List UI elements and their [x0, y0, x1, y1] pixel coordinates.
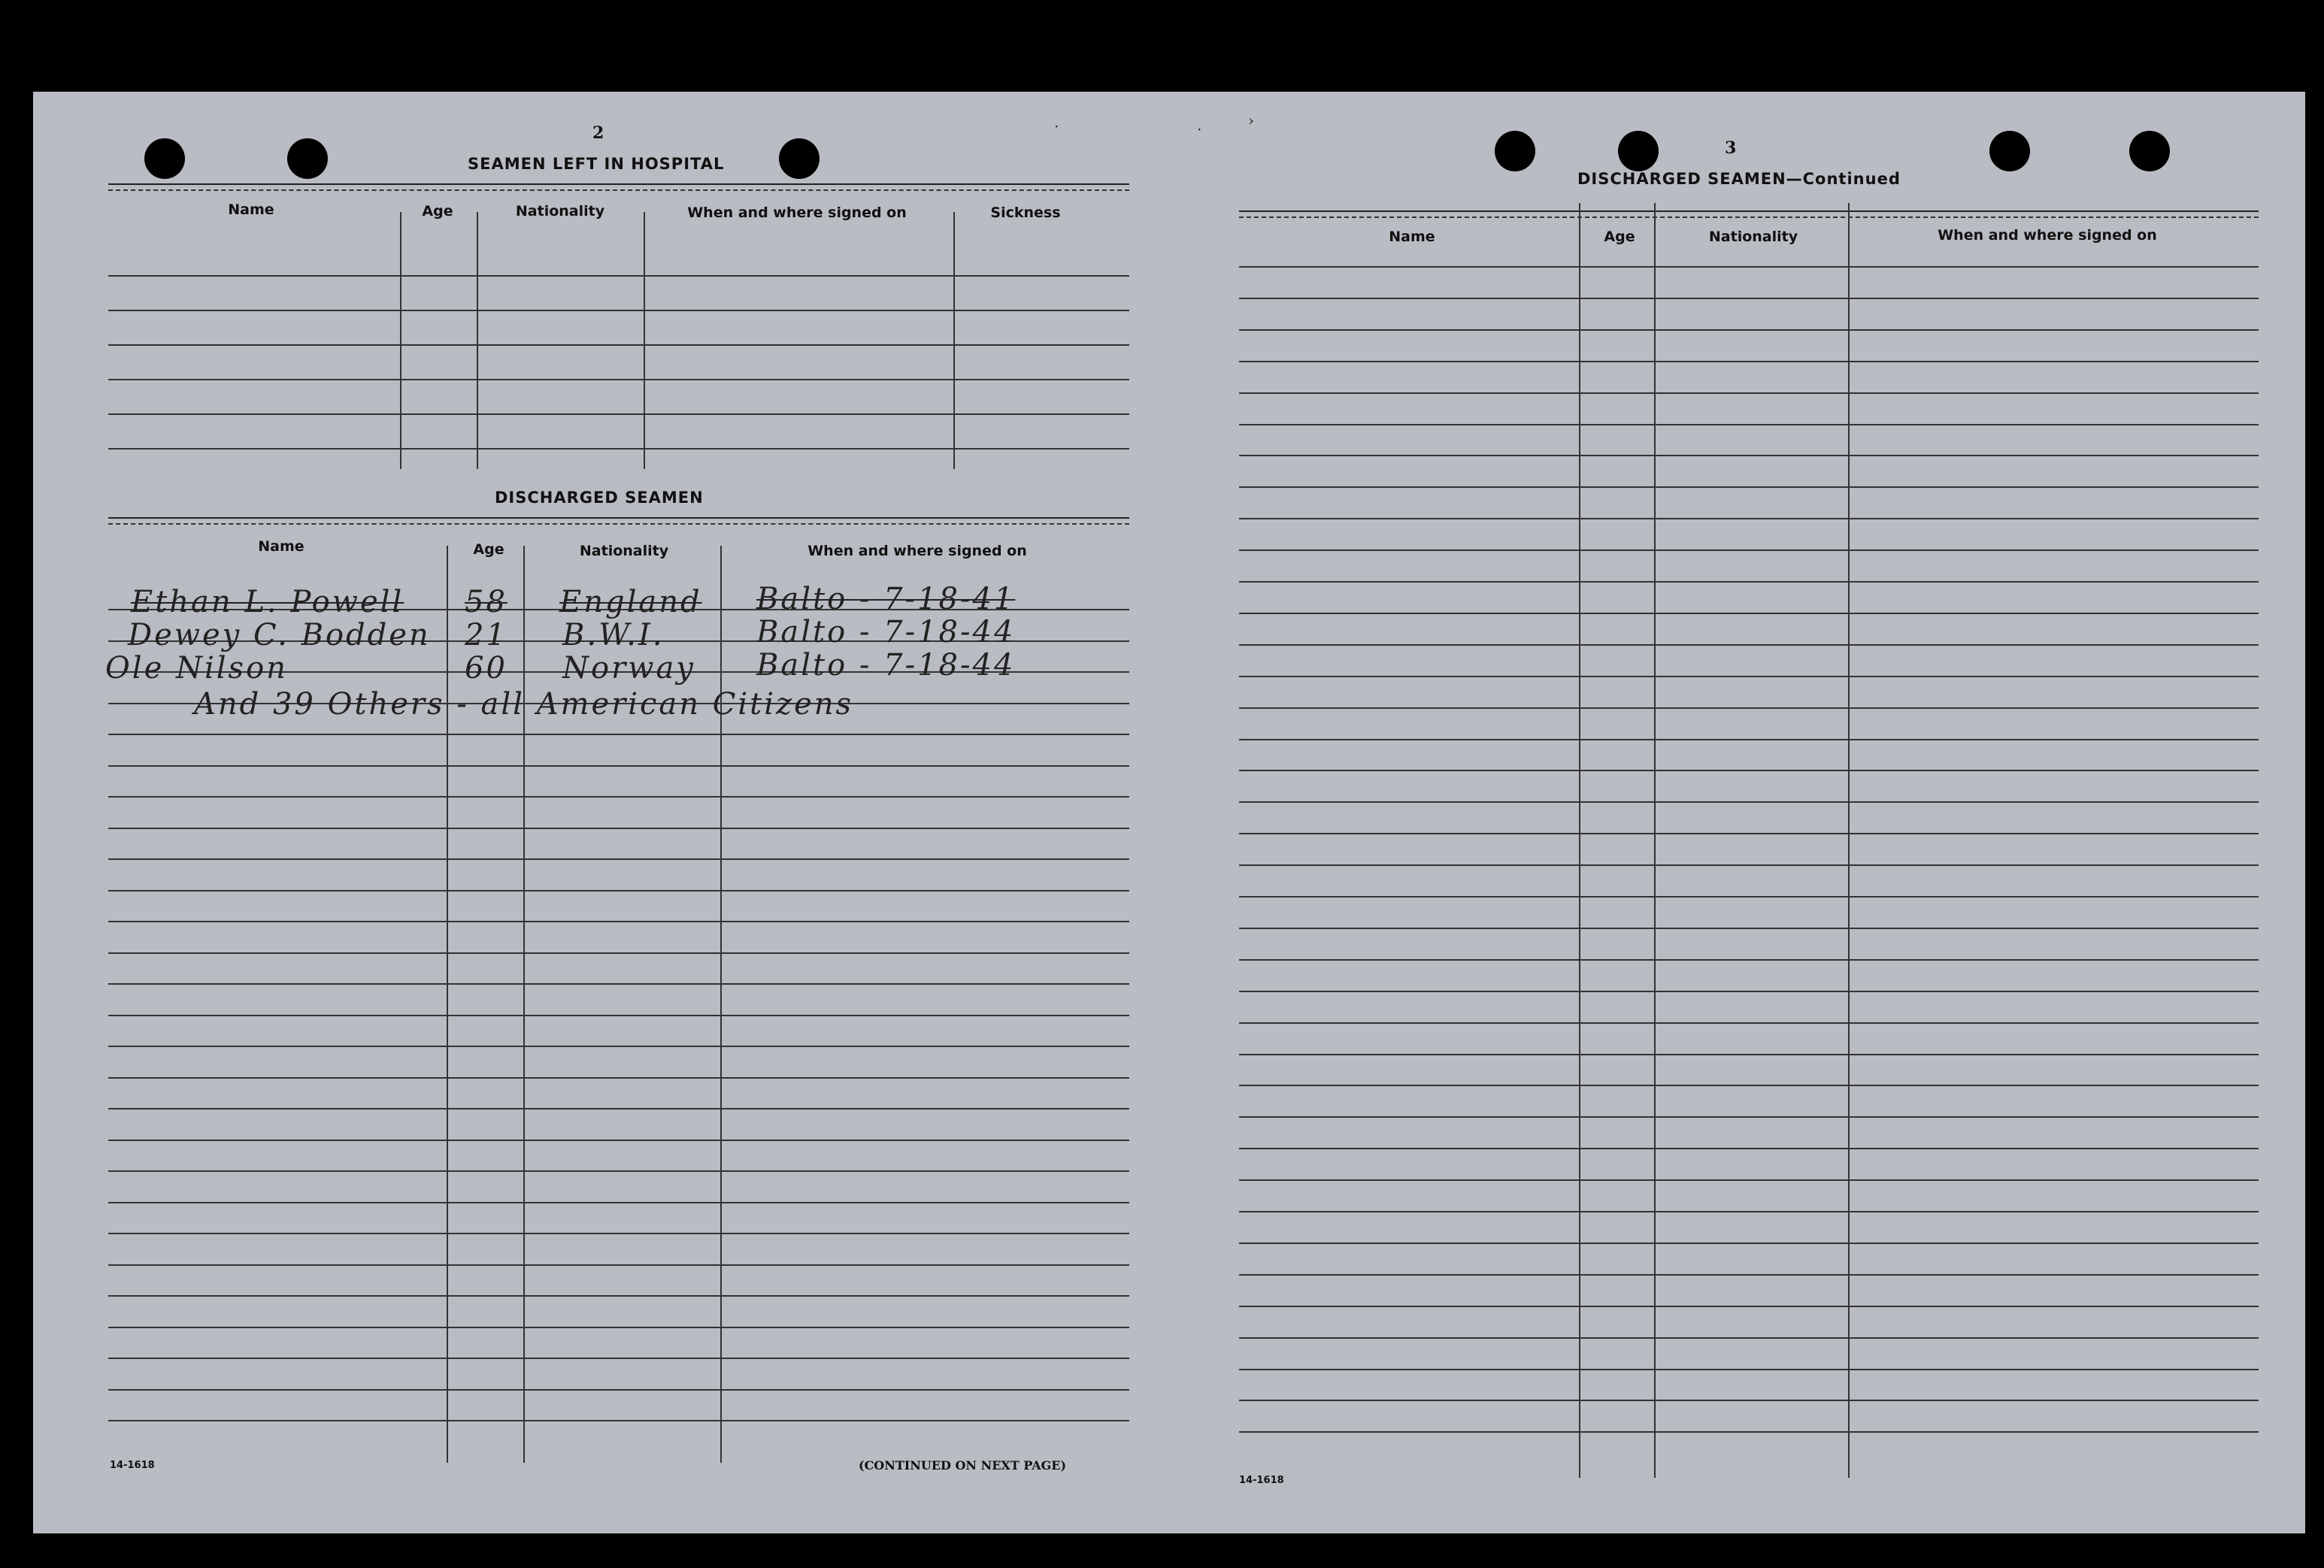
- ruled-line: [1239, 486, 2259, 488]
- header-rule: [1239, 210, 2259, 212]
- column-divider: [1579, 203, 1580, 1478]
- entry-age: 58: [465, 585, 508, 619]
- discharged-header-name: Name: [258, 538, 305, 555]
- right-header-nationality: Nationality: [1708, 229, 1798, 245]
- form-number: 14-1618: [1239, 1475, 1284, 1486]
- ruled-line: [1239, 1022, 2259, 1024]
- ruled-line: [1239, 266, 2259, 268]
- ruled-line: [1239, 833, 2259, 834]
- ruled-line: [1239, 644, 2259, 646]
- entry-name: Dewey C. Bodden: [128, 618, 431, 652]
- column-divider: [1848, 203, 1850, 1478]
- ruled-line: [1239, 613, 2259, 614]
- ruled-line: [1239, 1369, 2259, 1370]
- ruled-line: [1239, 1179, 2259, 1181]
- ruled-line: [1239, 801, 2259, 803]
- discharged-header-age: Age: [473, 541, 504, 558]
- ruled-line: [1239, 1243, 2259, 1244]
- column-divider: [1654, 203, 1656, 1478]
- ruled-line: [1239, 392, 2259, 394]
- entry-age: 60: [465, 651, 508, 686]
- hospital-header-name: Name: [228, 201, 274, 218]
- ruled-line: [1239, 1054, 2259, 1055]
- ruled-line: [1239, 581, 2259, 583]
- ruled-line: [1239, 1431, 2259, 1433]
- ruled-line: [1239, 864, 2259, 866]
- ruled-line: [1239, 361, 2259, 362]
- ruled-line: [1239, 1306, 2259, 1307]
- ruled-line: [1239, 1085, 2259, 1086]
- ruled-line: [1239, 928, 2259, 929]
- ruled-line: [1239, 959, 2259, 961]
- entry-signed-on: Balto - 7-18-44: [756, 648, 1016, 683]
- form-number: 14-1618: [110, 1460, 155, 1471]
- ruled-line: [1239, 770, 2259, 771]
- entry-name: Ole Nilson: [105, 651, 288, 686]
- ruled-line: [1239, 1211, 2259, 1212]
- ruled-line: [1239, 1274, 2259, 1276]
- stray-mark: ·: [1054, 117, 1059, 135]
- hospital-header-age: Age: [422, 203, 453, 219]
- entry-age: 21: [465, 618, 508, 652]
- entry-name: Ethan L. Powell: [131, 585, 405, 619]
- ruled-line: [1239, 707, 2259, 709]
- hospital-header-sickness: Sickness: [990, 204, 1061, 221]
- discharged-section-title: DISCHARGED SEAMEN: [495, 489, 704, 507]
- stray-mark: ·: [1197, 120, 1202, 138]
- ruled-line: [1239, 549, 2259, 551]
- stray-mark: ›: [1248, 111, 1254, 129]
- continued-note: (CONTINUED ON NEXT PAGE): [859, 1458, 1067, 1473]
- ruled-line: [1239, 1116, 2259, 1118]
- ruled-line: [1239, 991, 2259, 992]
- ruled-line: [1239, 676, 2259, 677]
- discharged-header-nationality: Nationality: [579, 543, 669, 559]
- discharged-header-signed-on: When and where signed on: [807, 543, 1027, 559]
- document-sheet: [33, 92, 2305, 1533]
- page-number: 3: [1725, 138, 1737, 158]
- right-page: [33, 92, 2305, 1533]
- header-rule: [1239, 216, 2259, 218]
- right-header-name: Name: [1389, 229, 1435, 245]
- entry-note: And 39 Others - all American Citizens: [194, 687, 854, 722]
- hospital-header-nationality: Nationality: [515, 203, 605, 219]
- entry-nationality: Norway: [562, 651, 695, 686]
- entry-nationality: England: [559, 585, 702, 619]
- right-header-age: Age: [1604, 229, 1635, 245]
- hospital-section-title: SEAMEN LEFT IN HOSPITAL: [468, 155, 725, 173]
- ruled-line: [1239, 1337, 2259, 1339]
- page-number: 2: [592, 123, 604, 143]
- ruled-line: [1239, 455, 2259, 456]
- ruled-line: [1239, 518, 2259, 519]
- ruled-line: [1239, 1148, 2259, 1149]
- ruled-line: [1239, 298, 2259, 299]
- ruled-line: [1239, 329, 2259, 331]
- entry-signed-on: Balto - 7-18-41: [756, 582, 1016, 616]
- ruled-line: [1239, 1400, 2259, 1401]
- hospital-header-signed-on: When and where signed on: [687, 204, 907, 221]
- ruled-line: [1239, 739, 2259, 740]
- entry-signed-on: Balto - 7-18-44: [756, 615, 1016, 649]
- entry-nationality: B.W.I.: [562, 618, 665, 652]
- right-header-signed-on: When and where signed on: [1938, 227, 2157, 244]
- ruled-line: [1239, 896, 2259, 898]
- ruled-line: [1239, 424, 2259, 425]
- discharged-continued-title: DISCHARGED SEAMEN—Continued: [1577, 170, 1901, 188]
